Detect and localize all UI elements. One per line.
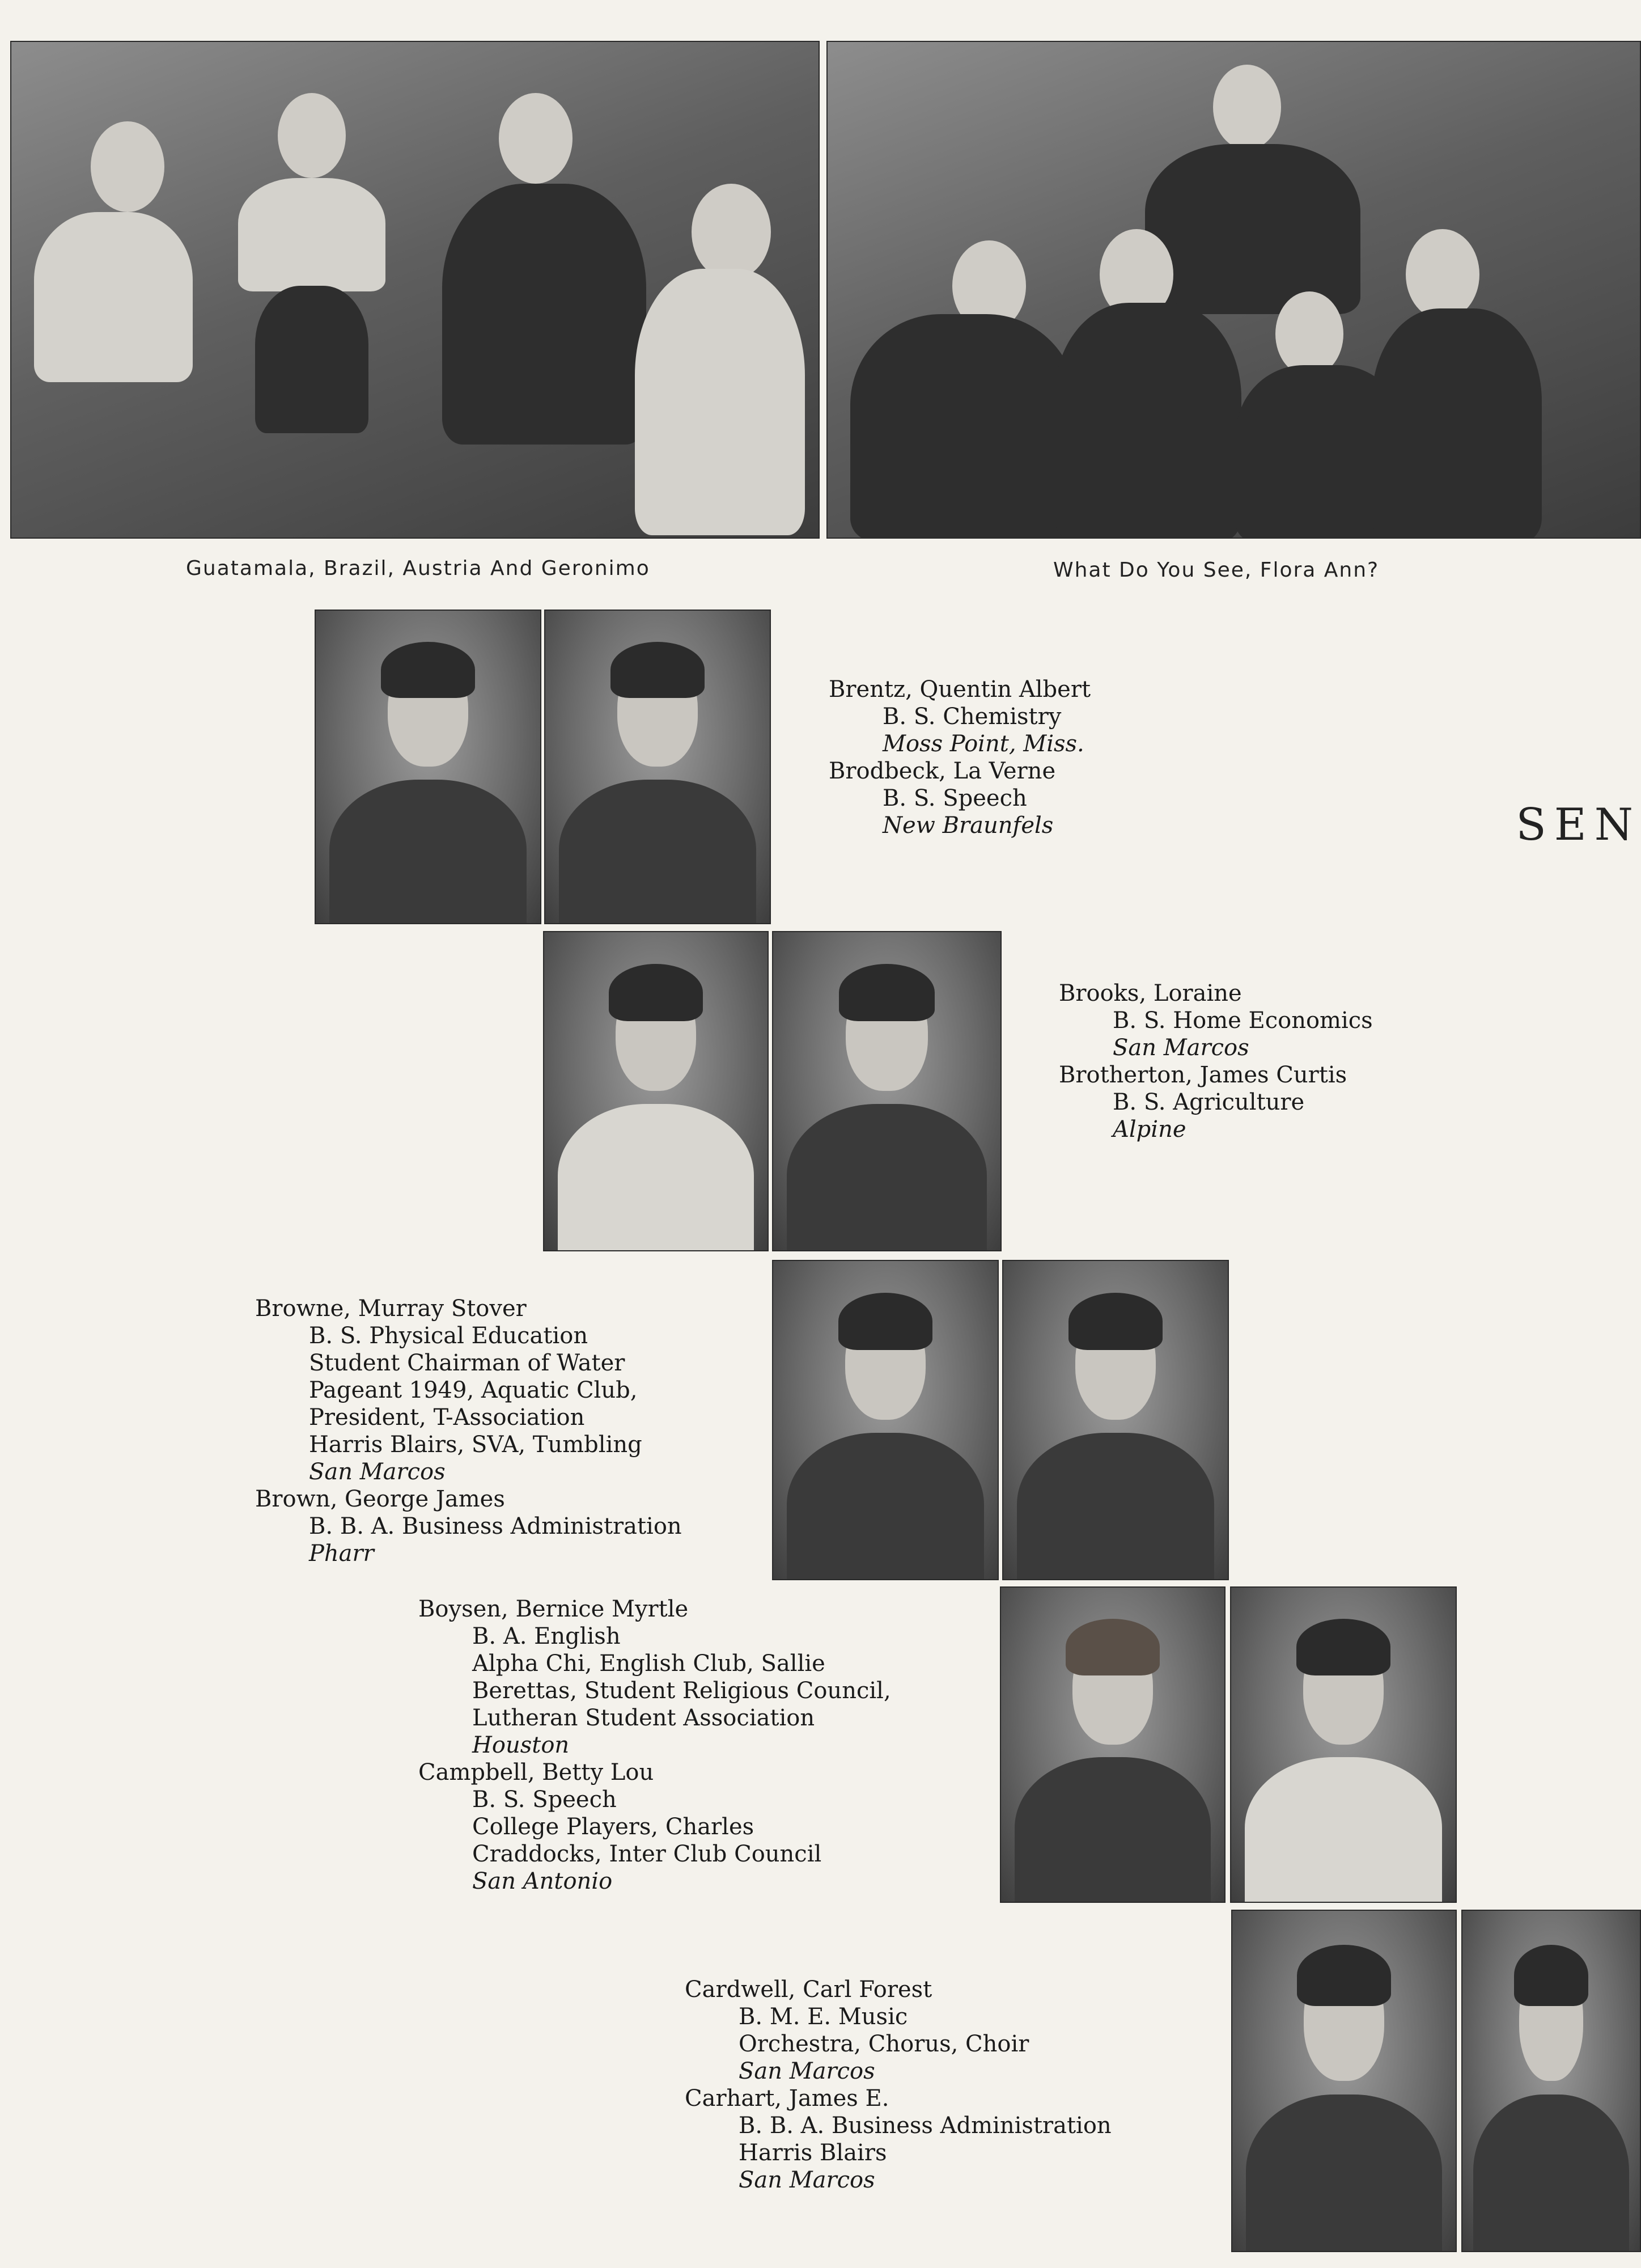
degree: B. S. Speech — [883, 785, 1027, 811]
student-name: Brentz, Quentin Albert — [829, 676, 1091, 703]
portrait-browne — [772, 1260, 999, 1580]
activities: Craddocks, Inter Club Council — [472, 1841, 822, 1867]
student-name: Boysen, Bernice Myrtle — [418, 1596, 689, 1622]
degree: B. S. Chemistry — [883, 704, 1062, 730]
portrait-campbell — [1230, 1586, 1457, 1903]
senior-entry-browne-brown — [255, 1295, 682, 1567]
hometown: Alpine — [1113, 1116, 1186, 1143]
activities: Berettas, Student Religious Council, — [472, 1678, 891, 1704]
hometown: Moss Point, Miss. — [883, 731, 1084, 757]
degree: B. S. Home Economics — [1113, 1008, 1373, 1034]
student-name: Cardwell, Carl Forest — [685, 1977, 932, 2003]
student-name: Brown, George James — [255, 1486, 505, 1512]
portrait-cardwell — [1231, 1910, 1457, 2252]
activities: Orchestra, Chorus, Choir — [739, 2031, 1029, 2057]
activities: Pageant 1949, Aquatic Club, — [309, 1377, 638, 1403]
candid-photo-right — [826, 41, 1641, 539]
degree: B. S. Agriculture — [1113, 1089, 1305, 1115]
activities: Student Chairman of Water — [309, 1350, 625, 1376]
hometown: San Marcos — [739, 2167, 875, 2193]
activities: Lutheran Student Association — [472, 1705, 815, 1731]
degree: B. B. A. Business Administration — [739, 2113, 1112, 2139]
candid-photo-left — [10, 41, 820, 539]
degree: B. B. A. Business Administration — [309, 1513, 682, 1539]
portrait-brown — [1002, 1260, 1229, 1580]
senior-entry-brooks-brotherton — [1059, 980, 1373, 1143]
portrait-brotherton — [772, 931, 1002, 1251]
senior-entry-boysen-campbell — [418, 1596, 891, 1895]
portrait-boysen — [1000, 1586, 1226, 1903]
degree: B. S. Physical Education — [309, 1323, 588, 1349]
portrait-brentz — [315, 610, 541, 924]
student-name: Carhart, James E. — [685, 2085, 889, 2112]
activities: Harris Blairs — [739, 2140, 887, 2166]
section-title: SEN — [1516, 799, 1641, 850]
portrait-carhart — [1461, 1910, 1641, 2252]
hometown: Houston — [472, 1732, 570, 1758]
portrait-brodbeck — [544, 610, 771, 924]
student-name: Brotherton, James Curtis — [1059, 1062, 1347, 1088]
activities: Alpha Chi, English Club, Sallie — [472, 1651, 825, 1677]
hometown: San Marcos — [739, 2058, 875, 2084]
degree: B. A. English — [472, 1623, 621, 1649]
senior-entry-brentz-brodbeck — [829, 676, 1091, 839]
portrait-brooks — [543, 931, 769, 1251]
hometown: San Marcos — [1113, 1035, 1249, 1061]
activities: Harris Blairs, SVA, Tumbling — [309, 1432, 642, 1458]
hometown: Pharr — [309, 1541, 374, 1567]
hometown: San Marcos — [309, 1459, 446, 1485]
photo-caption-left: Guatamala, Brazil, Austria And Geronimo — [186, 557, 650, 580]
activities: President, T-Association — [309, 1404, 585, 1431]
degree: B. M. E. Music — [739, 2004, 908, 2030]
student-name: Brooks, Loraine — [1059, 980, 1242, 1006]
student-name: Brodbeck, La Verne — [829, 758, 1056, 784]
degree: B. S. Speech — [472, 1787, 617, 1813]
photo-caption-right: What Do You See, Flora Ann? — [1053, 558, 1380, 582]
hometown: New Braunfels — [883, 813, 1054, 839]
senior-entry-cardwell-carhart — [685, 1976, 1112, 2194]
hometown: San Antonio — [472, 1868, 613, 1894]
student-name: Browne, Murray Stover — [255, 1296, 527, 1322]
student-name: Campbell, Betty Lou — [418, 1759, 654, 1785]
activities: College Players, Charles — [472, 1814, 754, 1840]
